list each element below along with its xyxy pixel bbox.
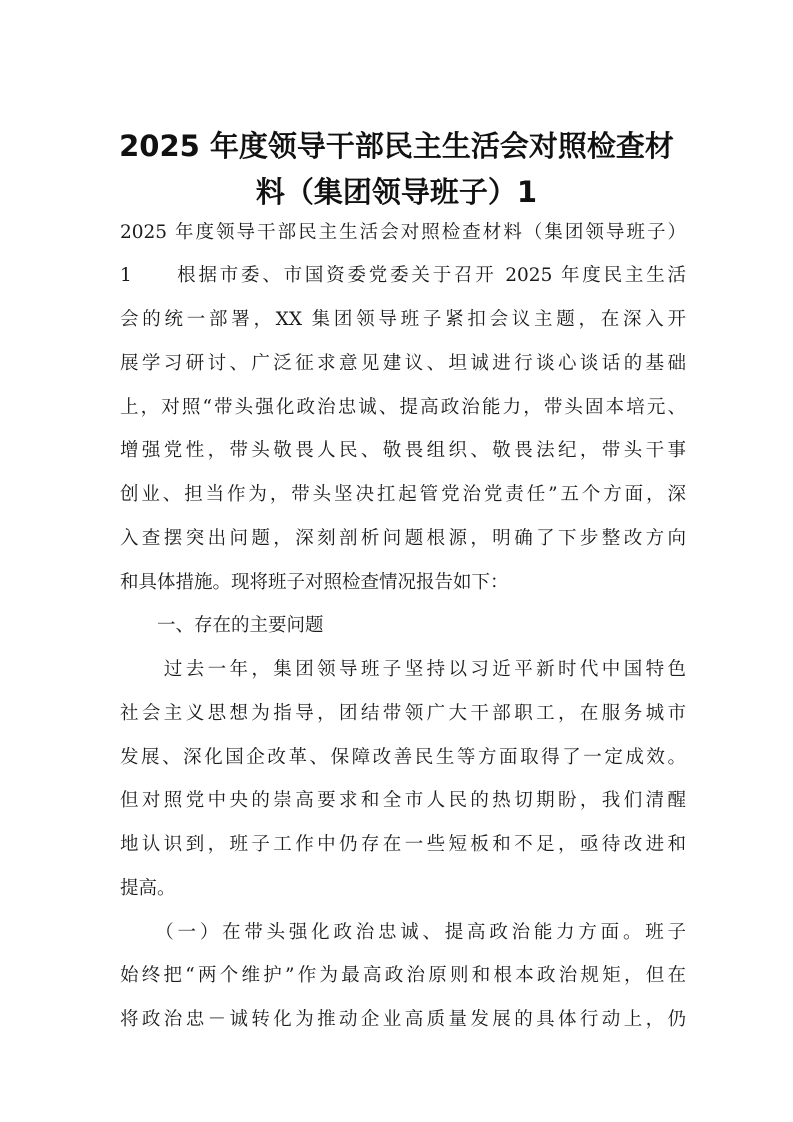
body-line: 增强党性，带头敬畏人民、敬畏组织、敬畏法纪，带头干事 <box>120 440 686 461</box>
body-line: 和具体措施。现将班子对照检查情况报告如下： <box>120 572 509 593</box>
body-line: 始终把“两个维护”作为最高政治原则和根本政治规矩，但在 <box>120 965 686 986</box>
body-line: 提高。 <box>120 878 176 899</box>
body-line: 发展、深化国企改革、保障改善民生等方面取得了一定成效。 <box>120 747 686 768</box>
body-line: 过去一年，集团领导班子坚持以习近平新时代中国特色 <box>120 659 686 680</box>
body-line: 入查摆突出问题，深刻剖析问题根源，明确了下步整改方向 <box>120 528 686 549</box>
section-heading: 一、存在的主要问题 <box>120 615 324 636</box>
body-line: 2025 年度领导干部民主生活会对照检查材料（集团领导班子） <box>120 222 686 243</box>
body-line: 社会主义思想为指导，团结带领广大干部职工，在服务城市 <box>120 703 686 724</box>
body-line: 会的统一部署，XX 集团领导班子紧扣会议主题，在深入开 <box>120 309 686 330</box>
body-line: 地认识到，班子工作中仍存在一些短板和不足，亟待改进和 <box>120 834 686 855</box>
document-title-line-2: 料（集团领导班子）1 <box>255 175 538 209</box>
body-line: 1 根据市委、市国资委党委关于召开 2025 年度民主生活 <box>120 265 686 286</box>
body-line: 但对照党中央的崇高要求和全市人民的热切期盼，我们清醒 <box>120 790 686 811</box>
body-line: 创业、担当作为，带头坚决扛起管党治党责任”五个方面，深 <box>120 484 686 505</box>
subsection-line: （一）在带头强化政治忠诚、提高政治能力方面。班子 <box>120 922 686 943</box>
body-line: 将政治忠－诚转化为推动企业高质量发展的具体行动上，仍 <box>120 1009 686 1030</box>
document-title-line-1: 2025 年度领导干部民主生活会对照检查材 <box>119 129 674 163</box>
body-line: 展学习研讨、广泛征求意见建议、坦诚进行谈心谈话的基础 <box>120 353 686 374</box>
body-line: 上，对照“带头强化政治忠诚、提高政治能力，带头固本培元、 <box>120 397 686 418</box>
